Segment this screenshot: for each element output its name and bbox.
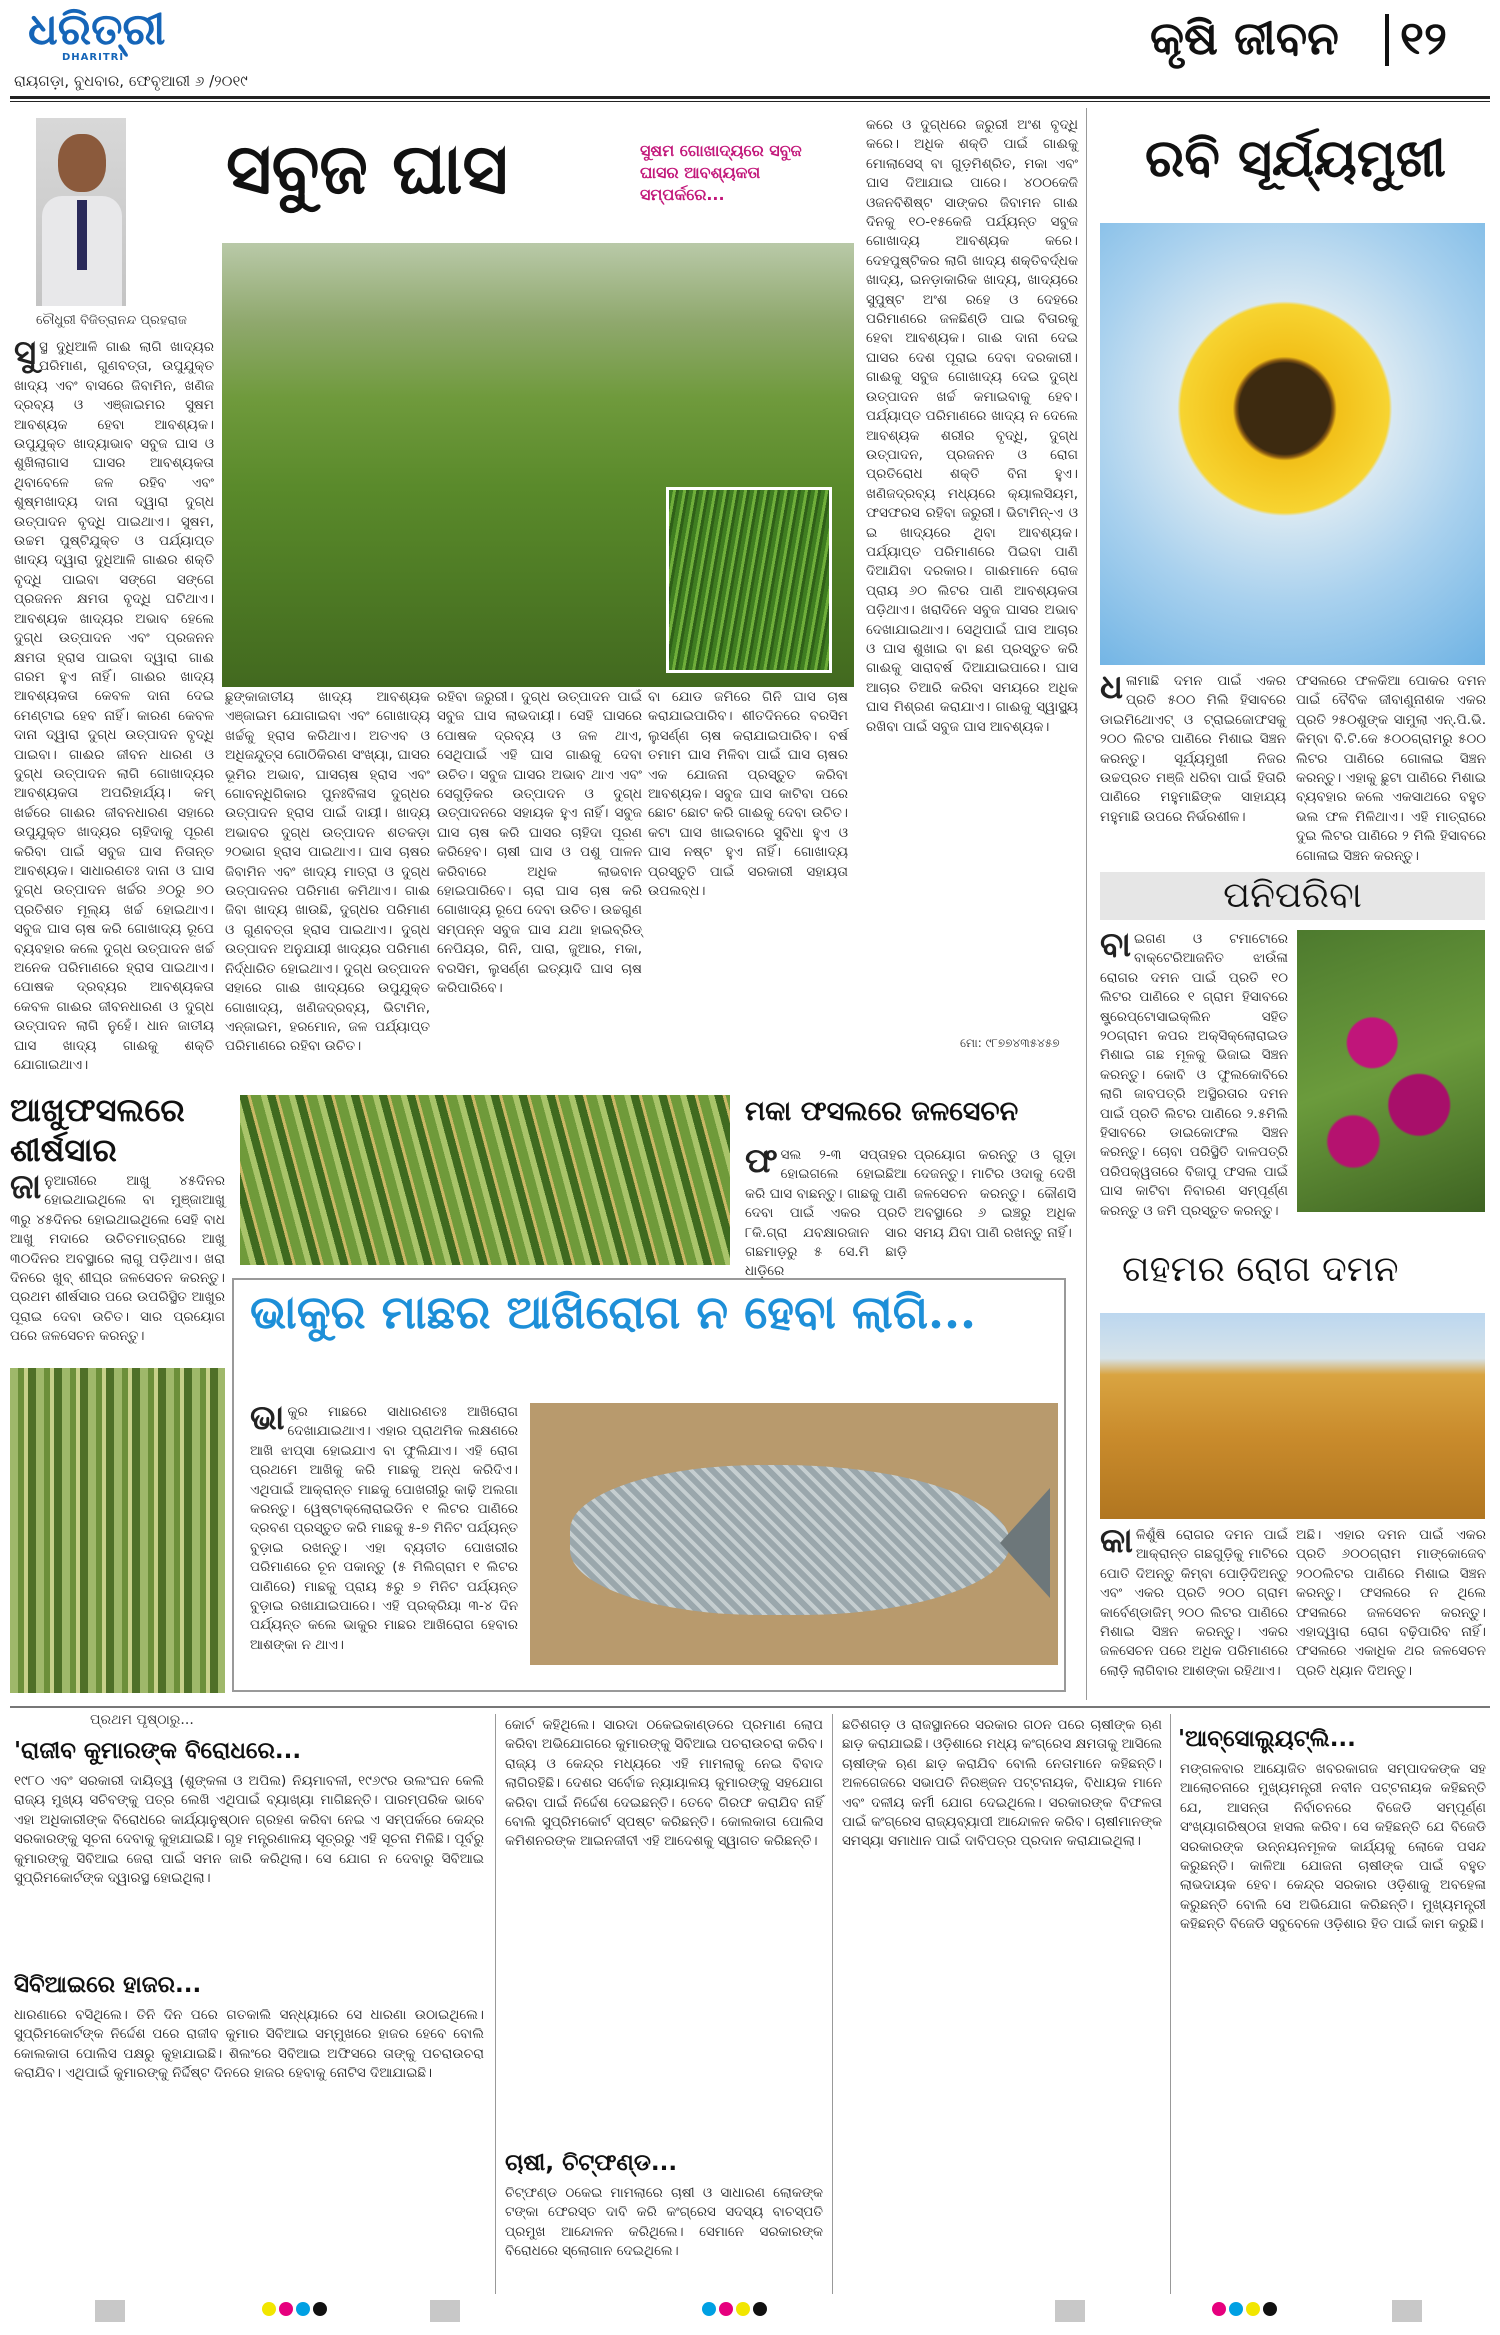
grass-column-5: ବା ଯୋଡ ଜମିରେ ଗିନି ଘାସ ଚାଷ କରାଯାଇପାରିବ। ଶୀତଦିନରେ ବରସିମ ଲୁସର୍ଣ୍ଣ ଚାଷ କରାଯାଇପାରିବ। ବର୍ଷ ତମାମ ଘାସ ମିଳିବା ପାଇଁ ଘାସ ଚାଷର ଏକ ଯୋଜନା ପ୍ରସ୍ତୁତ କରିବା ଆବଶ୍ୟକ। ସବୁଜ ଘାସ କାଟିବା ପରେ ଛୋଟ ଛୋଟ କରି ଗାଈକୁ ଦେବା ଉଚିତ। କଟା ଘାସ ଖାଇବାରେ ସୁବିଧା ହୁଏ ଓ ଘାସ ନଷ୍ଟ ହୁଏ ନାହିଁ। ଗୋଖାଦ୍ୟ ପ୍ରସ୍ତୁତି ପାଇଁ ସରକାରୀ ସହାୟତା ଉପଲବ୍ଧ।: [648, 689, 848, 900]
cbi-appearance-headline[interactable]: ସିବିଆଇରେ ହାଜର...: [14, 1972, 202, 1998]
grass-column-2: ଛୁଙ୍କାଜାତୀୟ ଖାଦ୍ୟ ଆବଶ୍ୟକ ଏଞ୍ଜାଇମ ଯୋଗାଇବା ଏବଂ ଗୋଖାଦ୍ୟ ଖର୍ଚ୍ଚକୁ ହ୍ରାସ କରିଥାଏ। ଅତଏବ ଓ ଅଧିଜନ୍ଦୁତ୍ସ ଗୋଠିକିରଣ ସଂଖ୍ୟା, ଘାସର ଭୂମିର ଅଭାବ, ଘାସଚାଷ ହ୍ରାସ ଏବଂ ଗୋବନ୍ଧିଗିକାର ପୁନଃବିଳାସ ଦୁଗ୍ଧର ଉତ୍ପାଦନ ହ୍ରାସ ପାଇଁ ଦାୟୀ। ଖାଦ୍ୟ ଅଭାବର ଦୁଗ୍ଧ ଉତ୍ପାଦନ ଶତକଡ଼ା ୨୦ଭାଗ ହ୍ରାସ ପାଇଥାଏ। ଘାସ ଚାଷର ଜିବାମିନ ଏବଂ ଖାଦ୍ୟ ମାତ୍ରା ଓ ଦୁଗ୍ଧ ଉତ୍ପାଦନର ପରିମାଣ କମିଥାଏ। ଗାଈ ଜିବା ଖାଦ୍ୟ ଖାଉଛି, ଦୁଗ୍ଧର ପରିମାଣ ଓ ଗୁଣବତ୍ତା ହ୍ରାସ ପାଇଥାଏ। ଦୁଗ୍ଧ ଉତ୍ପାଦନ ଅନୁଯାୟୀ ଖାଦ୍ୟର ପରିମାଣ ନିର୍ଦ୍ଧାରିତ ହୋଇଥାଏ। ଦୁଗ୍ଧ ଉତ୍ପାଦନ ସହାରେ ଗାଈ ଖାଦ୍ୟରେ ଉପୁଯୁକ୍ତ ଗୋଖାଦ୍ୟ, ଖଣିଜଦ୍ରବ୍ୟ, ଭିଟାମିନ, ଏନ୍ଜାଇମ, ହରମୋନ, ଜଳ ପର୍ଯ୍ୟାପ୍ତ ପରିମାଣରେ ରହିବା ଉଚିତ।: [225, 689, 430, 1055]
print-mark: [1055, 2300, 1085, 2322]
bottom-column-3: ଛତିଶଗଡ଼ ଓ ରାଜସ୍ଥାନରେ ସରକାର ଗଠନ ପରେ ଚାଷୀଙ୍କ ଋଣ ଛାଡ଼ କରାଯାଇଛି। ଓଡ଼ିଶାରେ ମଧ୍ୟ କଂଗ୍ରେସ କ୍ଷମତାକୁ ଆସିଲେ ଚାଷୀଙ୍କ ଋଣ ଛାଡ଼ କରାଯିବ ବୋଲି ନେତାମାନେ କହିଛନ୍ତି। ଅଳଗେଜରେ ସଭାପତି ନିରଞ୍ଜନ ପଟ୍ଟନାୟକ, ବିଧାୟକ ମାନେ ଏବଂ ଦଳୀୟ କର୍ମୀ ଯୋଗ ଦେଇଥିଲେ। ସରକାରଙ୍କ ବିଫଳତା ପାଇଁ କଂଗ୍ରେସ ରାଜ୍ୟବ୍ୟାପୀ ଆନ୍ଦୋଳନ କରିବ। ଚାଷୀମାନଙ୍କ ସମସ୍ୟା ସମାଧାନ ପାଇଁ ଦାବିପତ୍ର ପ୍ରଦାନ କରାଯାଇଥିଲା।: [842, 1717, 1162, 1850]
color-registration-mark: [262, 2302, 327, 2320]
farmer-chitfund-body: ଚିଟ୍‌ଫଣ୍ଡ ଠକେଇ ମାମଲାରେ ଚାଷୀ ଓ ସାଧାରଣ ଲୋକଙ୍କ ଟଙ୍କା ଫେରସ୍ତ ଦାବି କରି କଂଗ୍ରେସ ସଦସ୍ୟ ବାଚସ୍ପତି ପ୍ରମୁଖ ଆନ୍ଦୋଳନ କରିଥିଲେ। ସେମାନେ ସରକାରଙ୍କ ବିରୋଧରେ ସ୍ଲୋଗାନ ଦେଇଥିଲେ।: [505, 2185, 823, 2260]
fish-headline[interactable]: ଭାକୁର ମାଛର ଆଖିରୋଗ ନ ହେବା ଲାଗି...: [250, 1285, 977, 1339]
sunflower-headline[interactable]: ରବି ସୂର୍ଯ୍ୟମୁଖୀ: [1145, 128, 1446, 189]
bottom-section-rule: [10, 1706, 1490, 1708]
bottom-column-2: କୋର୍ଟ କହିଥିଲେ। ସାରଦା ଠକେଇକାଣ୍ଡରେ ପ୍ରମାଣ ଲୋପ କରିବା ଅଭିଯୋଗରେ କୁମାରଙ୍କୁ ସିବିଆଇ ପଚରାଉଚରା କରିବ। ରାଜ୍ୟ ଓ କେନ୍ଦ୍ର ମଧ୍ୟରେ ଏହି ମାମଲାକୁ ନେଇ ବିବାଦ ଲାଗିରହିଛି। ଦେଶର ସର୍ବୋଚ୍ଚ ନ୍ୟାୟାଳୟ କୁମାରଙ୍କୁ ସହଯୋଗ କରିବା ପାଇଁ ନିର୍ଦ୍ଦେଶ ଦେଇଛନ୍ତି। ତେବେ ଗିରଫ କରାଯିବ ନାହିଁ ବୋଲି ସୁପ୍ରିମକୋର୍ଟ ସ୍ପଷ୍ଟ କରିଛନ୍ତି। କୋଲକାତା ପୋଲିସ କମିଶନରଙ୍କ ଆଇନଜୀବୀ ଏହି ଆଦେଶକୁ ସ୍ୱାଗତ କରିଛନ୍ତି।: [505, 1717, 823, 1850]
sunflower-column-1: ଧଳାମାଛି ଦମନ ପାଇଁ ଏକର ପ୍ରତି ୫୦୦ ମିଲି ହିସାବରେ ଡାଇମିଥୋଏଟ୍ ଓ ଟ୍ରାଇଜୋଫସକୁ ୨୦୦ ଲିଟର ପାଣିରେ ମିଶାଇ ସିଞ୍ଚନ କରନ୍ତୁ। ସୂର୍ଯ୍ୟମୁଖୀ ନିଜର ଉଚ୍ଚପ୍ରତ ମଞ୍ଜି ଧରିବା ପାଇଁ ହିତାରି ପାଣିରେ ମହୁମାଛିଙ୍କ ସାହାଯ୍ୟ ମହୁମାଛି ଉପରେ ନିର୍ଭରଶୀଳ।: [1100, 667, 1286, 825]
page-number: ୧୨: [1400, 11, 1447, 65]
rajeev-kumar-headline[interactable]: 'ରାଜୀବ କୁମାରଙ୍କ ବିରୋଧରେ...: [14, 1738, 302, 1764]
print-mark: [95, 2300, 125, 2322]
rajeev-kumar-body: ୧୯୮୦ ଏବଂ ସରକାରୀ ଦାୟିତ୍ୱ (ଶୁଙ୍କଳା ଓ ଅପିଲ) ନିୟମାବଳୀ, ୧୯୬୯ର ଉଲଂଘନ କେଲି ରାଜ୍ୟ ମୁଖ୍ୟ ସଚିବଙ୍କୁ ପତ୍ର ଲେଖି ଏଥିପାଇଁ ବ୍ୟାଖ୍ୟା ମାଗିଛନ୍ତି। ପାରମ୍ପରିକ ଭାବେ ଏହା ଅଧିକାରୀଙ୍କ ବିରୋଧରେ କାର୍ଯ୍ୟାନୁଷ୍ଠାନ ଗ୍ରହଣ କରିବା ନେଇ ଏ ସମ୍ପର୍କରେ କେନ୍ଦ୍ର ସରକାରଙ୍କୁ ସୂଚନା ଦେବାକୁ କୁହାଯାଇଛି। ଗୃହ ମନ୍ତ୍ରଣାଳୟ ସୂତ୍ରରୁ ଏହି ସୂଚନା ମିଳିଛି। ପୂର୍ବରୁ କୁମାରଙ୍କୁ ସିବିଆଇ ଜେରା ପାଇଁ ସମନ ଜାରି କରିଥିଲା। ସେ ଯୋଗ ନ ଦେବାରୁ ସିବିଆଇ ସୁପ୍ରିମକୋର୍ଟଙ୍କ ଦ୍ୱାରସ୍ଥ ହୋଇଥିଲା।: [14, 1773, 484, 1887]
sugarcane-body: ଜାନୁଆରୀରେ ଆଖୁ ୪୫ଦିନର ହୋଇଥାଇଥିଲେ ବା ମୁଞ୍ଜାଆଖୁ ୩ରୁ ୪୫ଦିନର ହୋଇଥାଇଥିଲେ ସେହି ବାଧ ଆଖୁ ମଦାରେ ଉଚିତମାତ୍ରାରେ ଆଖୁ ୩୦ଦିନର ଅବସ୍ଥାରେ ଲାଗୁ ପଡ଼ିଥାଏ। ଖରା ଦିନରେ ଖୁବ୍ ଶୀଘ୍ର ଜଳସେଚନ କରନ୍ତୁ। ପ୍ରଥମ ଶୀର୍ଷସାର ପରେ ଉପରିସ୍ଥିତ ଆଖୁର ପୂରାଇ ଦେବା ଉଚିତ। ସାର ପ୍ରୟୋଗ ପରେ ଜଳସେଚନ କରନ୍ତୁ।: [10, 1167, 225, 1345]
continued-label: ପ୍ରଥମ ପୃଷ୍ଠାରୁ...: [90, 1712, 194, 1728]
sugarcane-photo: [10, 1368, 225, 1693]
column-rule: [1170, 1714, 1171, 2294]
dateline: ରାୟଗଡ଼ା, ବୁଧବାର, ଫେବୃଆରୀ ୬ /୨୦୧୯: [14, 72, 248, 90]
corn-column-2: ପ୍ରୟୋଗ କରନ୍ତୁ ଓ ଗୁଡ଼ା ଦେଜନ୍ତୁ। ମାଟିର ଓଦାକୁ ଦେଖି ଜଳସେଚନ କରନ୍ତୁ। କୌଣସି ଅବସ୍ଥାରେ ୬ ଇଞ୍ଚରୁ ଅଧିକ ସମୟ ଯିବା ପାଣି ରଖନ୍ତୁ ନାହିଁ।: [914, 1147, 1076, 1241]
grass-headline[interactable]: ସବୁଜ ଘାସ: [226, 127, 508, 210]
section-divider: [1385, 14, 1389, 66]
corn-headline[interactable]: ମକା ଫସଲରେ ଜଳସେଚନ: [745, 1096, 1019, 1127]
sugarcane-headline[interactable]: ଆଖୁଫସଲରେ ଶୀର୍ଷସାର: [10, 1091, 185, 1169]
eggplant-photo: [1297, 930, 1485, 1212]
absolutely-body: ମଙ୍ଗଳବାର ଆୟୋଜିତ ଖବରକାଗଜ ସମ୍ପାଦକଙ୍କ ସହ ଆଲୋଚନାରେ ମୁଖ୍ୟମନ୍ତ୍ରୀ ନବୀନ ପଟ୍ଟନାୟକ କହିଛନ୍ତି ଯେ, ଆସନ୍ତା ନିର୍ବାଚନରେ ବିଜେଡି ସମ୍ପୂର୍ଣ୍ଣ ସଂଖ୍ୟାଗରିଷ୍ଠତା ହାସଲ କରିବ। ସେ କହିଛନ୍ତି ଯେ ବିଜେଡି ସରକାରଙ୍କ ଉନ୍ନୟନମୂଳକ କାର୍ଯ୍ୟକୁ ଲୋକେ ପସନ୍ଦ କରୁଛନ୍ତି। କାଳିଆ ଯୋଜନା ଚାଷୀଙ୍କ ପାଇଁ ବହୁତ ଲାଭଦାୟକ ହେବ। କେନ୍ଦ୍ର ସରକାର ଓଡ଼ିଶାକୁ ଅବହେଳା କରୁଛନ୍ତି ବୋଲି ସେ ଅଭିଯୋଗ କରିଛନ୍ତି। ମୁଖ୍ୟମନ୍ତ୍ରୀ କହିଛନ୍ତି ବିଜେଡି ସବୁବେଳେ ଓଡ଼ିଶାର ହିତ ପାଇଁ କାମ କରୁଛି।: [1180, 1761, 1486, 1933]
column-rule: [495, 1714, 496, 2294]
vegetable-headline[interactable]: ପନିପରିବା: [1100, 872, 1485, 920]
farmer-chitfund-headline[interactable]: ଚାଷୀ, ଚିଟ୍‌ଫଣ୍ଡ...: [505, 2150, 678, 2176]
color-registration-mark: [702, 2302, 767, 2320]
wheat-column-2: ଅଛି। ଏହାର ଦମନ ପାଇଁ ଏକର ପ୍ରତି ୬୦୦ଗ୍ରାମ ମାଙ୍କୋଜେବ ୨୦୦ଲିଟର ପାଣିରେ ମିଶାଇ ସିଞ୍ଚନ କରନ୍ତୁ। ଫସଲରେ ନ ଥିଲେ ଫସଲରେ ଜଳସେଚନ କରନ୍ତୁ। ଏହାଦ୍ୱାରା ରୋଗ ବଢ଼ିପାରିବ ନାହିଁ। ଫସଲରେ ଏକାଧିକ ଥର ଜଳସେଚନ ପ୍ରତି ଧ୍ୟାନ ଦିଅନ୍ତୁ।: [1296, 1527, 1486, 1679]
print-mark: [1392, 2300, 1422, 2322]
print-mark: [430, 2300, 460, 2322]
logo-wordmark: ଧରିତ୍ରୀ: [28, 4, 166, 55]
color-registration-mark: [1212, 2302, 1277, 2320]
dharitri-logo[interactable]: [28, 4, 288, 64]
wheat-column-1: କାଳିଶୁଁଷି ରୋଗର ଦମନ ପାଇଁ ଆକ୍ରାନ୍ତ ଗଛଗୁଡ଼ିକୁ ମାଟିରେ ପୋତି ଦିଅନ୍ତୁ କିମ୍ବା ପୋଡ଼ିଦିଅନ୍ତୁ ଏବଂ ଏକର ପ୍ରତି ୨୦୦ ଗ୍ରାମ କାର୍ବେଣ୍ଡାଜିମ୍ ୨୦୦ ଲିଟର ପାଣିରେ ମିଶାଇ ସିଞ୍ଚନ କରନ୍ତୁ। ଏକର ଜଳସେଚନ ପରେ ଅଧିକ ପରିମାଣରେ ଲୋଡ଼ି ଲାଗିବାର ଆଶଙ୍କା ରହିଥାଏ।: [1100, 1521, 1288, 1679]
absolutely-headline[interactable]: 'ଆବ୍‌ସୋଲ୍ୟୁଟ୍‌ଲି...: [1178, 1726, 1356, 1752]
fish-body: ଭାକୁର ମାଛରେ ସାଧାରଣତଃ ଆଖିରୋଗ ଦେଖାଯାଇଥାଏ। ଏହାର ପ୍ରାଥମିକ ଲକ୍ଷଣରେ ଆଖି ଝାପ୍‌ସା ହୋଇଯାଏ ବା ଫୁଲିଯାଏ। ଏହି ରୋଗ ପ୍ରଥମେ ଆଖିକୁ କରି ମାଛକୁ ଅନ୍ଧ କରିଦିଏ। ଏଥିପାଇଁ ଆକ୍ରାନ୍ତ ମାଛକୁ ପୋଖରୀରୁ କାଢ଼ି ଅଲଗା କରନ୍ତୁ। ୱେଷ୍ଟାକ୍ଲୋରାଇଡିନ ୧ ଲିଟର ପାଣିରେ ଦ୍ରବଣ ପ୍ରସ୍ତୁତ କରି ମାଛକୁ ୫-୭ ମିନିଟ ପର୍ଯ୍ୟନ୍ତ ବୁଡ଼ାଇ ରଖନ୍ତୁ। ଏହା ବ୍ୟତୀତ ପୋଖରୀର ପରିମାଣରେ ଚୂନ ପକାନ୍ତୁ (୫ ମିଲିଗ୍ରାମ ୧ ଲିଟର ପାଣିରେ) ମାଛକୁ ପ୍ରାୟ ୫ରୁ ୭ ମିନିଟ ପର୍ଯ୍ୟନ୍ତ ବୁଡ଼ାଇ ରଖାଯାଇପାରେ। ଏହି ପ୍ରକ୍ରିୟା ୩-୪ ଦିନ ପର୍ଯ୍ୟନ୍ତ କଲେ ଭାକୁର ମାଛର ଆଖିରୋଗ ହେବାର ଆଶଙ୍କା ନ ଥାଏ।: [250, 1398, 518, 1653]
column-rule: [832, 1714, 833, 2294]
sunflower-photo: [1100, 223, 1485, 665]
wheat-field-photo: [1100, 1313, 1485, 1519]
cbi-appearance-body: ଧାରଣାରେ ବସିଥିଲେ। ତିନି ଦିନ ପରେ ଗତକାଲି ସନ୍ଧ୍ୟାରେ ସେ ଧାରଣା ଉଠାଇଥିଲେ। ସୁପ୍ରିମକୋର୍ଟଙ୍କ ନିର୍ଦ୍ଦେଶ ପରେ ରାଜୀବ କୁମାର ସିବିଆଇ ସମ୍ମୁଖରେ ହାଜର ହେବେ ବୋଲି କୋଲକାତା ପୋଲିସ ପକ୍ଷରୁ କୁହାଯାଇଛି। ଶିଲଂରେ ସିବିଆଇ ଅଫିସରେ ତାଙ୍କୁ ପଚରାଉଚରା କରାଯିବ। ଏଥିପାଇଁ କୁମାରଙ୍କୁ ନିର୍ଦ୍ଦିଷ୍ଟ ଦିନରେ ହାଜର ହେବାକୁ ନୋଟିସ ଦିଆଯାଇଛି।: [14, 2007, 484, 2082]
grass-contact: ମୋ: ୯୮୭୭୪୩୫୪୫୭: [960, 1036, 1060, 1050]
author-byline: ଚୌଧୁରୀ ବିଜିତ୍ରାନନ୍ଦ ପ୍ରହରାଜ: [36, 313, 187, 328]
rohu-fish-photo: [530, 1403, 1058, 1665]
grass-column-4: କରେ ଓ ଦୁଗ୍ଧରେ ଜରୁରୀ ଅଂଶ ବୃଦ୍ଧି କରେ। ଅଧିକ ଶକ୍ତି ପାଇଁ ଗାଈକୁ ମୋଲାସେସ୍ ବା ଗୁଡ଼ମିଶ୍ରିତ, ମକା ଏବଂ ଘାସ ଦିଆଯାଇ ପାରେ। ୪୦୦କେଜି ଓଜନବିଶିଷ୍ଟ ସାଙ୍କର ଜିବାମନ ଗାଈ ଦିନକୁ ୧୦-୧୫କେଜି ପର୍ଯ୍ୟନ୍ତ ସବୁଜ ଗୋଖାଦ୍ୟ ଆବଶ୍ୟକ କରେ। ଦେହପୁଷ୍ଟିକର ଲାଗି ଖାଦ୍ୟ ଶକ୍ତିବର୍ଦ୍ଧକ ଖାଦ୍ୟ, ଇନଡ଼ାକାରିକ ଖାଦ୍ୟ, ଖାଦ୍ୟରେ ସୁପୁଷ୍ଟ ଅଂଶ ରହେ ଓ ଦେହରେ ପରିମାଣରେ ଜଳଛିଣ୍ଡି ପାଇ ବିତାରକୁ ହେବା ଆବଶ୍ୟକ। ଗାଈ ଦାନା ଦେଇ ଘାସର ଦେଶ ପୂରାଇ ଦେବା ଦରକାରୀ। ଗାଈକୁ ସବୁଜ ଗୋଖାଦ୍ୟ ଦେଇ ଦୁଗ୍ଧ ଉତ୍ପାଦନ ଖର୍ଚ୍ଚ କମାଇବାକୁ ହେବ। ପର୍ଯ୍ୟାପ୍ତ ପରିମାଣରେ ଖାଦ୍ୟ ନ ଦେଲେ ଆବଶ୍ୟକ ଶରୀର ବୃଦ୍ଧି, ଦୁଗ୍ଧ ଉତ୍ପାଦନ, ପ୍ରଜନନ ଓ ରୋଗ ପ୍ରତିରୋଧ ଶକ୍ତି ବିନା ହୁଏ। ଖଣିଜଦ୍ରବ୍ୟ ମଧ୍ୟରେ କ୍ୟାଲସିୟମ, ଫସଫରସ ରହିବା ଜରୁରୀ। ଭିଟାମିନ୍-ଏ ଓ ଇ ଖାଦ୍ୟରେ ଥିବା ଆବଶ୍ୟକ। ପର୍ଯ୍ୟାପ୍ତ ପରିମାଣରେ ପିଇବା ପାଣି ଦିଆଯିବା ଦରକାର। ଗାଈମାନେ ରୋଜ ପ୍ରାୟ ୬୦ ଲିଟର ପାଣି ଆବଶ୍ୟକତା ପଡ଼ିଥାଏ। ଖରାଦିନେ ସବୁଜ ଘାସର ଅଭାବ ଦେଖାଯାଇଥାଏ। ସେଥିପାଇଁ ଘାସ ଆଚାର ଓ ଘାସ ଶୁଖାଇ ବା ଛଣ ପ୍ରସ୍ତୁତ କରି ଗାଈକୁ ସାରାବର୍ଷ ଦିଆଯାଇପାରେ। ଘାସ ଆଚାର ତିଆରି କରିବା ସମୟରେ ଅଧିକ ଘାସ ମିଶ୍ରଣ କରାଯାଏ। ଗାଈକୁ ସ୍ୱାସ୍ଥ୍ୟ ରଖିବା ପାଇଁ ସବୁଜ ଘାସ ଆବଶ୍ୟକ।: [866, 117, 1078, 735]
grass-closeup-photo: [666, 487, 832, 673]
section-title: କୃଷି ଜୀବନ: [1150, 11, 1339, 65]
column-rule: [1086, 108, 1087, 1700]
sunflower-column-2: ଫସଲରେ ଫଳକିଆ ପୋକର ଦମନ ପାଇଁ ବୈବିକ ଜୀବାଣୁନାଶକ ଏକର ପ୍ରତି ୨୫୦ଶୁଙ୍କ ସାମୁଲା ଏନ୍.ପି.ଭି. କିମ୍ବା ବି.ଟି.କେ ୫୦୦ଗ୍ରାମରୁ ୫୦୦ ଲିଟର ପାଣିରେ ଗୋଳାଇ ସିଞ୍ଚନ କରନ୍ତୁ। ଏହାକୁ ଛୁଟା ପାଣିରେ ମିଶାଇ ବ୍ୟବହାର କଲେ ଏକସାଥରେ ବହୁତ ଭଲ ଫଳ ମିଳିଥାଏ। ଏହି ମାତ୍ରାରେ ଦୁଇ ଲିଟର ପାଣିରେ ୨ ମିଲି ହିସାବରେ ଗୋଳାଇ ସିଞ୍ଚନ କରନ୍ତୁ।: [1296, 673, 1486, 864]
header-rule: [10, 96, 1490, 99]
vegetable-body: ବାଇଗଣ ଓ ଟମାଟୋରେ ବାକ୍ଟେରିଆଜନିତ ଝାଉଁଳା ରୋଗର ଦମନ ପାଇଁ ପ୍ରତି ୧୦ ଲିଟର ପାଣିରେ ୧ ଗ୍ରାମ ହିସାବରେ ଷ୍ଟ୍ରେପ୍ଟୋସାଇକ୍ଲିନ ସହିତ ୨୦ଗ୍ରାମ କପର ଅକ୍ସିକ୍ଲୋରାଇଡ ମିଶାଇ ଗଛ ମୂଳକୁ ଭିଜାଇ ସିଞ୍ଚନ କରନ୍ତୁ। କୋବି ଓ ଫୁଲକୋବିରେ ଲାଗି ଜାବପତ୍ରି ଅସ୍ଥିରତାର ଦମନ ପାଇଁ ପ୍ରତି ଲିଟର ପାଣିରେ ୨.୫ମିଲି ହିସାବରେ ଡାଇକୋଫଲ ସିଞ୍ଚନ କରନ୍ତୁ। ଚୋବା ପରିସ୍ଥିତି ଦାଳପତ୍ରି ପରିପକ୍ୱତାରେ ବିଜାପୁ ଫସଲ ପାଇଁ ଘାସ କାଟିବା ନିବାରଣ ସମ୍ପୂର୍ଣ୍ଣ କରନ୍ତୁ ଓ ଜମି ପ୍ରସ୍ତୁତ କରନ୍ତୁ।: [1100, 925, 1288, 1219]
grass-subhead: ସୁଷମ ଗୋଖାଦ୍ୟରେ ସବୁଜ ଘାସର ଆବଶ୍ୟକତା ସମ୍ପର୍କରେ...: [640, 141, 802, 204]
corn-column-1: ଫସଲ ୨-୩ ସପ୍ତାହର ହୋଇଗଲେ ହୋଇଛିଆ କରି ଘାସ ବାଛନ୍ତୁ। ଗାଛକୁ ପାଣି ଦେବା ପାଇଁ ଏକର ପ୍ରତି ୮କି.ଗ୍ରା ଯବକ୍ଷାରଜାନ ସାର ଗଛମାଡ଼ରୁ ୫ ସେ.ମି ଛାଡ଼ି ଧାଡ଼ିରେ: [745, 1141, 907, 1280]
grass-column-3: ରହିବା ଜରୁରୀ। ଦୁଗ୍ଧ ଉତ୍ପାଦନ ପାଇଁ ସବୁଜ ଘାସ ଲାଭଦାୟୀ। ସେହି ଘାସରେ ପୋଷକ ଦ୍ରବ୍ୟ ଓ ଜଳ ଥାଏ, ସେଥିପାଇଁ ଏହି ଘାସ ଗାଈକୁ ଦେବା ଉଚିତ। ସବୁଜ ଘାସର ଅଭାବ ଥାଏ ଏବଂ ସେଗୁଡ଼ିକର ଉତ୍ପାଦନ ଓ ଦୁଗ୍ଧ ଉତ୍ପାଦନରେ ସହାୟକ ହୁଏ ନାହିଁ। ସବୁଜ ଘାସ ଚାଷ କରି ଘାସର ଚାହିଦା ପୂରଣ କରିହେବ। ଚାଷୀ ଘାସ ଓ ପଶୁ ପାଳନ କରିବାରେ ଅଧିକ ଲାଭବାନ ହୋଇପାରିବେ। ଚାରା ଘାସ ଚାଷ କରି ଗୋଖାଦ୍ୟ ରୂପେ ଦେବା ଉଚିତ। ଉଚ୍ଚଗୁଣ ସମ୍ପନ୍ନ ସବୁଜ ଘାସ ଯଥା ହାଇବ୍ରିଡ୍ ନେପିୟର, ଗିନି, ପାରା, ଜୁଆର, ମକା, ବରସିମ, ଲୁସର୍ଣ୍ଣ ଇତ୍ୟାଦି ଘାସ ଚାଷ କରିପାରିବେ।: [437, 689, 642, 997]
wheat-headline[interactable]: ଗହମର ରୋଗ ଦମନ: [1122, 1249, 1399, 1290]
logo-subtitle: DHARITRI: [62, 52, 125, 63]
header-rule-thin: [10, 101, 1490, 102]
author-photo: [36, 118, 126, 306]
corn-field-photo: [240, 1095, 730, 1265]
grass-column-1: ସୁସ୍ଥ ଦୁଧିଆଳି ଗାଈ ଲାଗି ଖାଦ୍ୟର ପରିମାଣ, ଗୁଣବତ୍ତା, ଉପୁଯୁକ୍ତ ଖାଦ୍ୟ ଏବଂ ବାସରେ ଜିବାମିନ, ଖଣିଜ ଦ୍ରବ୍ୟ ଓ ଏଞ୍ଜାଇମର ସୁଷମ ଆବଶ୍ୟକ ହେବା ଆବଶ୍ୟକ। ଉପୁଯୁକ୍ତ ଖାଦ୍ୟାଭାବ ସବୁଜ ଘାସ ଓ ଶୁଖିଲାଗାସ ଘାସର ଆବଶ୍ୟକତା ଥିବାବେଳେ ଜଳ ରହିବ ଏବଂ ଶୁଷ୍ମଖାଦ୍ୟ ଦାନା ଦ୍ୱାରା ଦୁଗ୍ଧ ଉତ୍ପାଦନ ବୃଦ୍ଧି ପାଇଥାଏ। ସୁଷମ, ଉଚ୍ଚମ ପୁଷ୍ଟିଯୁକ୍ତ ଓ ପର୍ଯ୍ୟାପ୍ତ ଖାଦ୍ୟ ଦ୍ୱାରା ଦୁଧିଆଳି ଗାଈର ଶକ୍ତି ବୃଦ୍ଧି ପାଇବା ସଙ୍ଗେ ସଙ୍ଗେ ପ୍ରଜନନ କ୍ଷମତା ବୃଦ୍ଧି ଘଟିଥାଏ। ଆବଶ୍ୟକ ଖାଦ୍ୟର ଅଭାବ ହେଲେ ଦୁଗ୍ଧ ଉତ୍ପାଦନ ଏବଂ ପ୍ରଜନନ କ୍ଷମତା ହ୍ରାସ ପାଇବା ଦ୍ୱାରା ଗାଈ ଗରମ ହୁଏ ନାହିଁ। ଗାଈର ଖାଦ୍ୟ ଆବଶ୍ୟକତା କେବଳ ଦାନା ଦେଇ ମେଣ୍ଟାଇ ହେବ ନାହିଁ। କାରଣ କେବଳ ଦାନା ଦ୍ୱାରା ଦୁଗ୍ଧ ଉତ୍ପାଦନ ବୃଦ୍ଧି ପାଇବା। ଗାଈର ଜୀବନ ଧାରଣ ଓ ଦୁଗ୍ଧ ଉତ୍ପାଦନ ଲାଗି ଗୋଖାଦ୍ୟର ଆବଶ୍ୟକତା ଅପରିହାର୍ଯ୍ୟ। କମ୍ ଖର୍ଚ୍ଚରେ ଗାଈର ଜୀବନଧାରଣ ସହାରେ ଉପୁଯୁକ୍ତ ଖାଦ୍ୟର ଚାହିଦାକୁ ପୂରଣ କରିବା ପାଇଁ ସବୁଜ ଘାସ ନିତାନ୍ତ ଆବଶ୍ୟକ। ସାଧାରଣତଃ ଦାନା ଓ ଘାସ ଦୁଗ୍ଧ ଉତ୍ପାଦନ ଖର୍ଚ୍ଚର ୬୦ରୁ ୭୦ ପ୍ରତିଶତ ମୂଲ୍ୟ ଖର୍ଚ୍ଚ ହୋଇଥାଏ। ସବୁଜ ଘାସ ଚାଷ କରି ଗୋଖାଦ୍ୟ ରୂପେ ବ୍ୟବହାର କଲେ ଦୁଗ୍ଧ ଉତ୍ପାଦନ ଖର୍ଚ୍ଚ ଅନେକ ପରିମାଣରେ ହ୍ରାସ ପାଇଥାଏ। ପୋଷକ ଦ୍ରବ୍ୟର ଆବଶ୍ୟକତା କେବଳ ଗାଈର ଜୀବନଧାରଣ ଓ ଦୁଗ୍ଧ ଉତ୍ପାଦନ ଲାଗି ନୁହେଁ। ଧାନ ଜାତୀୟ ଘାସ ଖାଦ୍ୟ ଗାଈକୁ ଶକ୍ତି ଯୋଗାଇଥାଏ।: [14, 333, 214, 1074]
